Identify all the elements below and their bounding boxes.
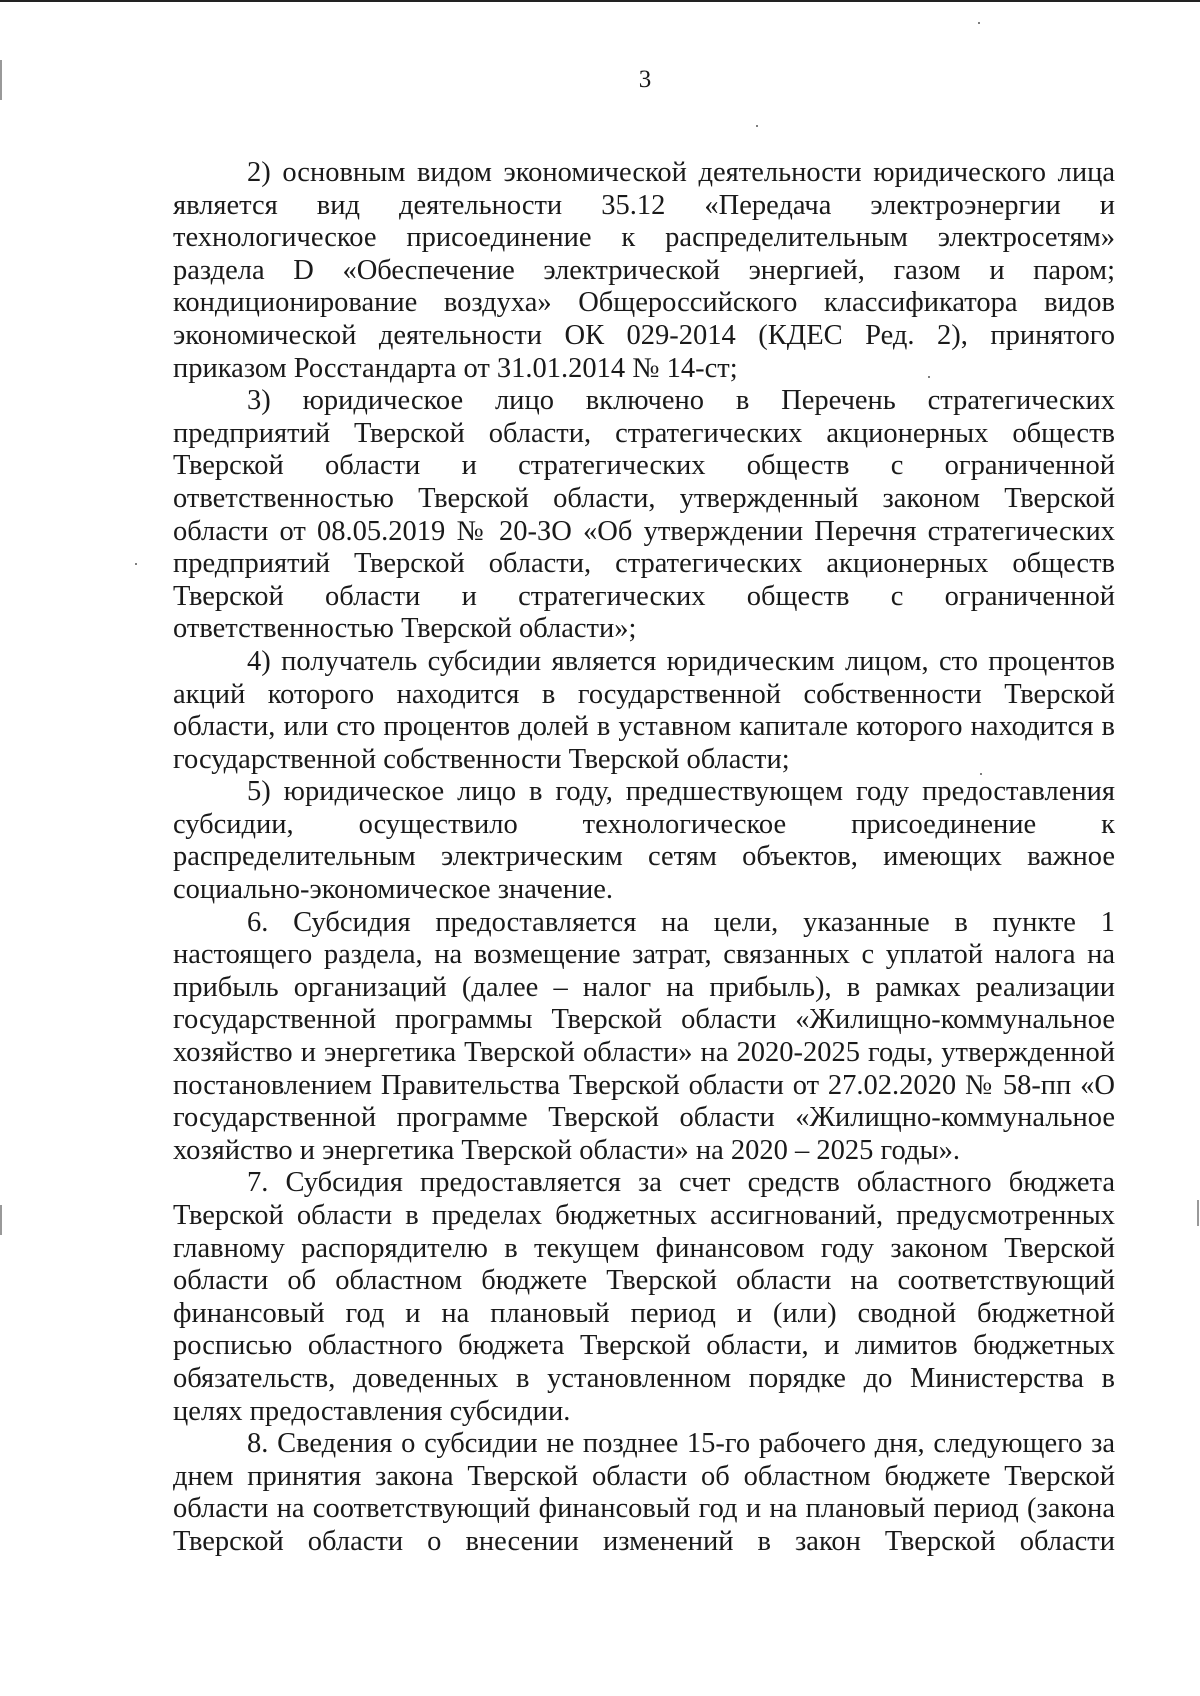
page-top-border <box>0 0 1200 2</box>
scan-speck <box>135 563 137 565</box>
paragraph-item-7: 7. Субсидия предоставляется за счет средств областного бюджета Тверской области в пределах бюджетных ассигнований, предусмотренных главному распорядителю в текущем финансовом году законом Тверской области об областном бюджете Тверской области на соответствующий финансовый год и на плановый период и (или) сводной бюджетной росписью областного бюджета Тверской области, и лимитов бюджетных обязательств, доведенных в установленном порядке до Министерства в целях предоставления субсидии. <box>173 1167 1115 1427</box>
scan-speck <box>980 773 982 775</box>
paragraph-item-3: 3) юридическое лицо включено в Перечень стратегических предприятий Тверской области, стратегических акционерных обществ Тверской области и стратегических обществ с ограниченной ответственностью Тверской области, утвержденный законом Тверской области от 08.05.2019 № 20-ЗО «Об утверждении Перечня стратегических предприятий Тверской области, стратегических акционерных обществ Тверской области и стратегических обществ с ограниченной ответственностью Тверской области»; <box>173 385 1115 645</box>
paragraph-item-6: 6. Субсидия предоставляется на цели, указанные в пункте 1 настоящего раздела, на возмещение затрат, связанных с уплатой налога на прибыль организаций (далее – налог на прибыль), в рамках реализации государственной программы Тверской области «Жилищно-коммунальное хозяйство и энергетика Тверской области» на 2020-2025 годы, утвержденной постановлением Правительства Тверской области от 27.02.2020 № 58-пп «О государственной программе Тверской области «Жилищно-коммунальное хозяйство и энергетика Тверской области» на 2020 – 2025 годы». <box>173 906 1115 1166</box>
scan-edge-mark <box>0 60 2 100</box>
paragraph-item-2: 2) основным видом экономической деятельности юридического лица является вид деятельности 35.12 «Передача электроэнергии и технологическое присоединение к распределительным электросетям» раздела D «Обеспечение электрической энергией, газом и паром; кондиционирование воздуха» Общероссийского классификатора видов экономической деятельности ОК 029-2014 (КДЕС Ред. 2), принятого приказом Росстандарта от 31.01.2014 № 14-ст; <box>173 157 1115 384</box>
scan-speck <box>928 376 930 378</box>
paragraph-item-5: 5) юридическое лицо в году, предшествующем году предоставления субсидии, осуществило технологическое присоединение к распределительным электрическим сетям объектов, имеющих важное социально-экономическое значение. <box>173 776 1115 906</box>
scan-speck <box>978 22 980 24</box>
page-number: 3 <box>638 66 652 93</box>
paragraph-item-4: 4) получатель субсидии является юридическим лицом, сто процентов акций которого находится в государственной собственности Тверской области, или сто процентов долей в уставном капитале которого находится в государственной собственности Тверской области; <box>173 645 1115 775</box>
document-body <box>173 157 1115 1559</box>
scan-speck <box>756 125 758 127</box>
paragraph-item-8: 8. Сведения о субсидии не позднее 15-го рабочего дня, следующего за днем принятия закона Тверской области об областном бюджете Тверской области на соответствующий финансовый год и на плановый период (закона Тверской области о внесении изменений в закон Тверской области <box>173 1428 1115 1557</box>
scan-edge-mark <box>1197 1200 1199 1226</box>
scan-edge-mark <box>0 1205 2 1235</box>
